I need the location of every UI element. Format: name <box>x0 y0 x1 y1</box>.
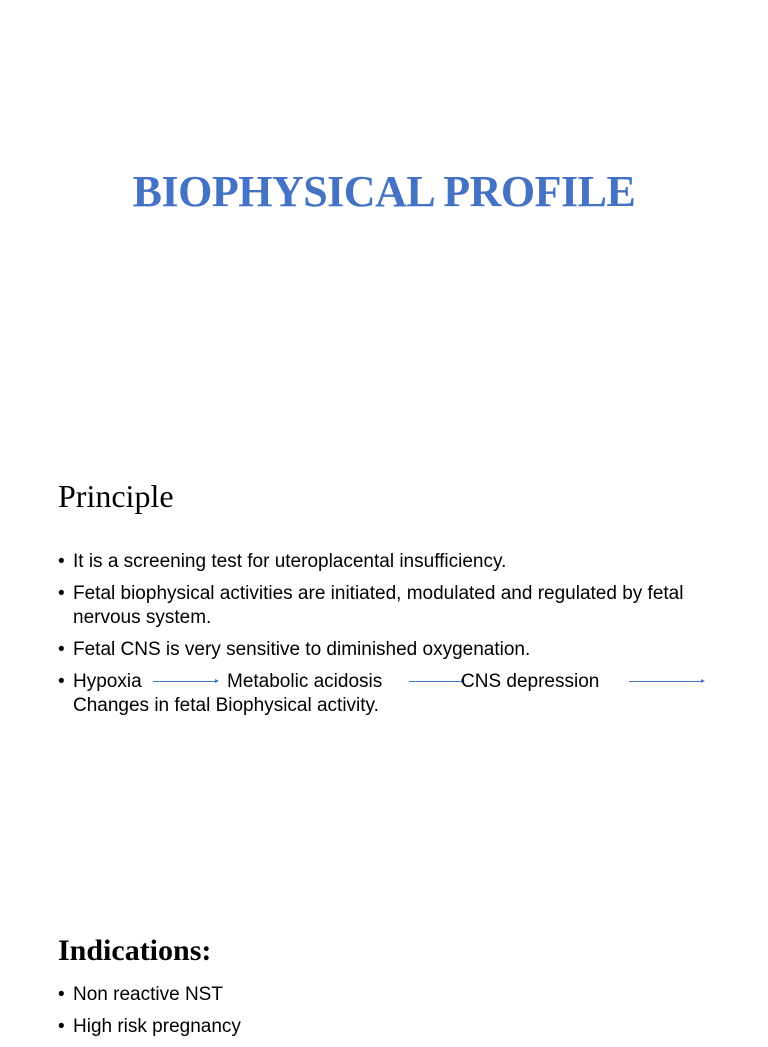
pathophysiology-flow <box>73 670 718 694</box>
flow-step-metabolic-acidosis: Metabolic acidosis <box>227 671 383 692</box>
bullet-icon: • <box>58 639 65 660</box>
indications-heading: Indications: <box>58 934 212 967</box>
bullet-icon: • <box>58 1016 65 1037</box>
principle-list <box>58 550 718 726</box>
bullet-icon: • <box>58 583 65 604</box>
right-arrow-icon <box>153 681 217 682</box>
principle-slide <box>0 430 768 900</box>
principle-bullet-2 <box>58 582 718 630</box>
title-slide <box>0 0 768 430</box>
bullet-icon: • <box>58 551 65 572</box>
indication-bullet-1 <box>58 983 718 1007</box>
bullet-icon: • <box>58 984 65 1005</box>
principle-heading: Principle <box>58 478 174 514</box>
bullet-text: Fetal biophysical activities are initiated, modulated and regulated by fetal nervous system. <box>73 583 684 628</box>
bullet-text: Non reactive NST <box>73 984 223 1005</box>
principle-bullet-1 <box>58 550 718 574</box>
right-arrow-icon <box>629 681 703 682</box>
bullet-text: Fetal CNS is very sensitive to diminished oxygenation. <box>73 639 531 660</box>
principle-bullet-flow <box>58 670 718 718</box>
bullet-text: High risk pregnancy <box>73 1016 241 1037</box>
right-arrow-icon <box>409 681 463 682</box>
indications-list <box>58 983 718 1047</box>
flow-step-hypoxia: Hypoxia <box>73 671 142 692</box>
flow-step-cns-depression: CNS depression <box>461 671 600 692</box>
flow-result: Changes in fetal Biophysical activity. <box>73 695 379 716</box>
bullet-text: It is a screening test for uteroplacental insufficiency. <box>73 551 507 572</box>
bullet-icon: • <box>58 671 65 692</box>
indications-slide <box>0 900 768 1037</box>
principle-bullet-3 <box>58 638 718 662</box>
indication-bullet-2 <box>58 1015 718 1039</box>
slide-title: BIOPHYSICAL PROFILE <box>132 167 636 216</box>
